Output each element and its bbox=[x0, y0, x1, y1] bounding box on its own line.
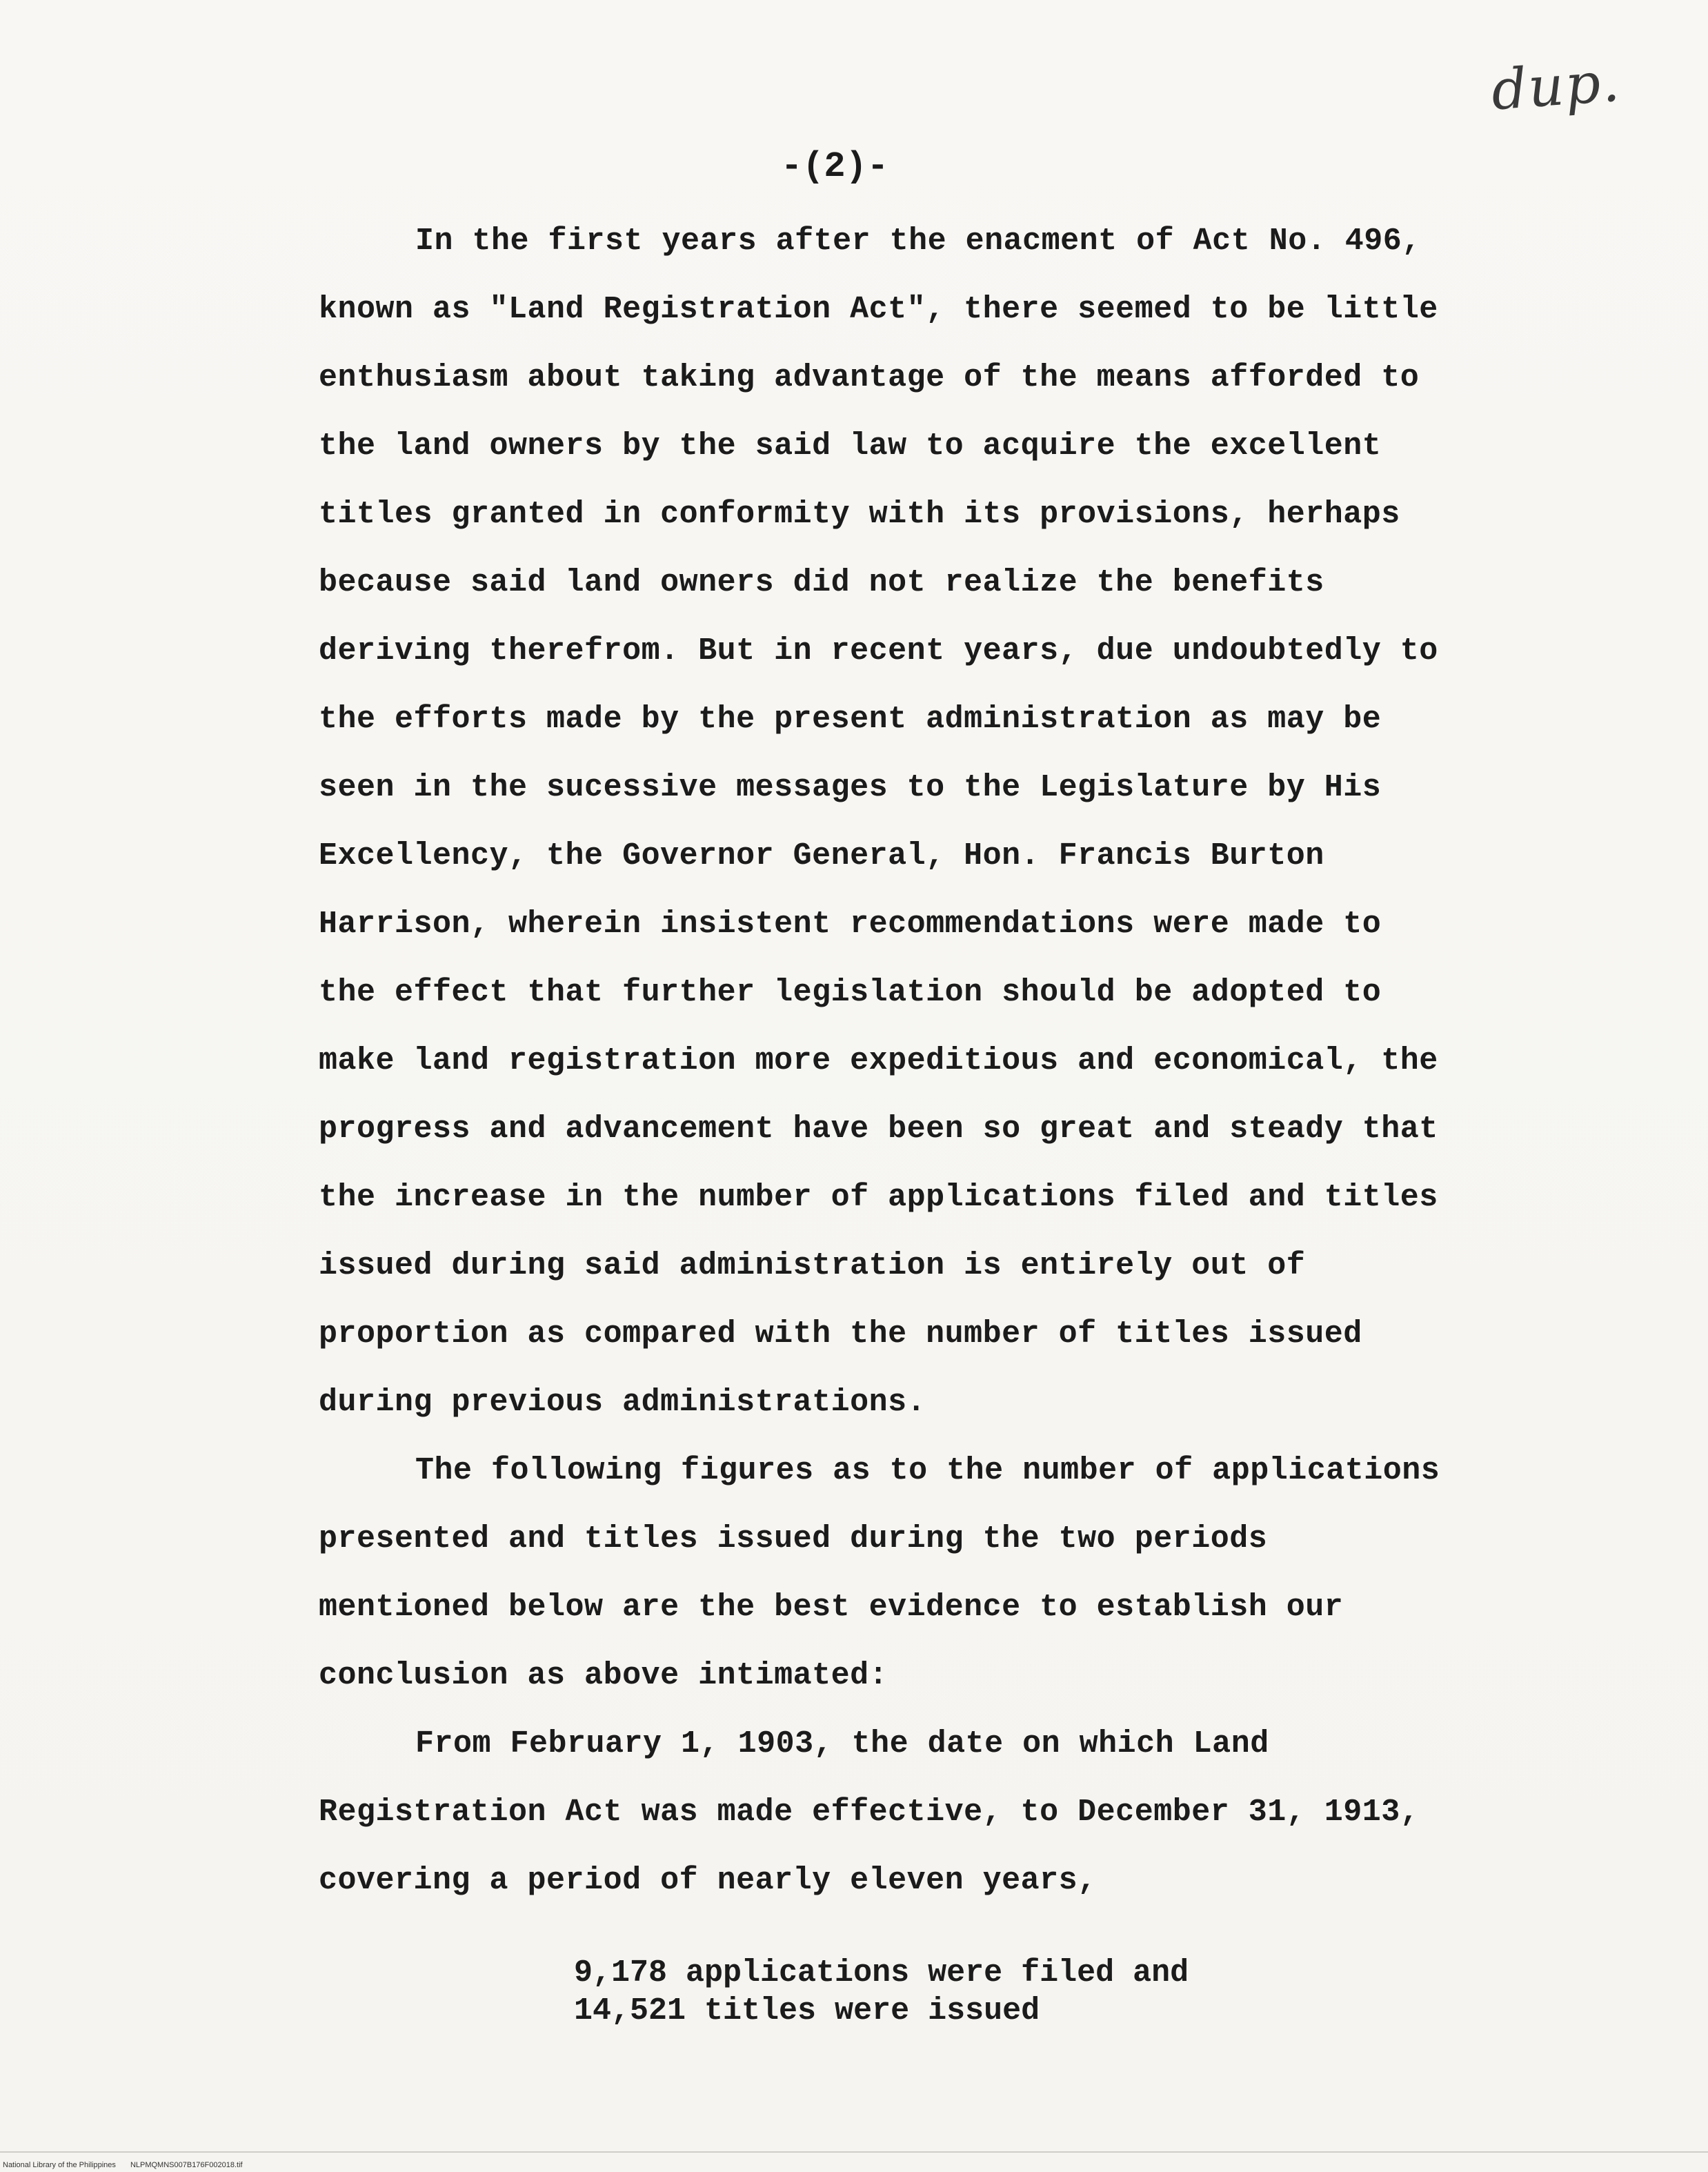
handwritten-annotation: dup. bbox=[1489, 49, 1623, 123]
figure-line-applications: 9,178 applications were filed and bbox=[574, 1955, 1189, 1991]
footer-file-id: NLPMQMNS007B176F002018.tif bbox=[130, 2161, 243, 2169]
scan-edge-line bbox=[0, 2151, 1708, 2153]
page-number: -(2)- bbox=[781, 146, 889, 187]
figure-line-titles: 14,521 titles were issued bbox=[574, 1993, 1040, 2028]
scan-footer bbox=[3, 2161, 243, 2169]
figures-block bbox=[574, 1954, 1189, 2030]
paragraph-3: From February 1, 1903, the date on which Land Registration Act was made effective, to December 31, 1913, covering a period of nearly eleven years, bbox=[319, 1726, 1420, 1898]
paragraph-2: The following figures as to the number of applications presented and titles issued during the two periods mentioned below are the best evidence to establish our conclusion as above intimated: bbox=[319, 1453, 1440, 1693]
footer-library-name: National Library of the Philippines bbox=[3, 2161, 116, 2169]
paragraph-1: In the first years after the enacment of Act No. 496, known as "Land Registration Act", there seemed to be little enthusiasm about taking advantage of the means afforded to the land owners by the said law to acquire the excellent titles granted in conformity with its provisions, herhaps because said land owners did not realize the benefits deriving therefrom. But in recent years, due undoubtedly to the efforts made by the present administration as may be seen in the sucessive messages to the Legislature by His Excellency, the Governor General, Hon. Francis Burton Harrison, wherein insistent recommendations were made to the effect that further legislation should be adopted to make land registration more expeditious and economical, the progress and advancement have been so great and steady that the increase in the number of applications filed and titles issued during said administration is entirely out of proportion as compared with the number of titles issued during previous administrations. bbox=[319, 224, 1438, 1420]
body-text bbox=[319, 207, 1450, 1915]
